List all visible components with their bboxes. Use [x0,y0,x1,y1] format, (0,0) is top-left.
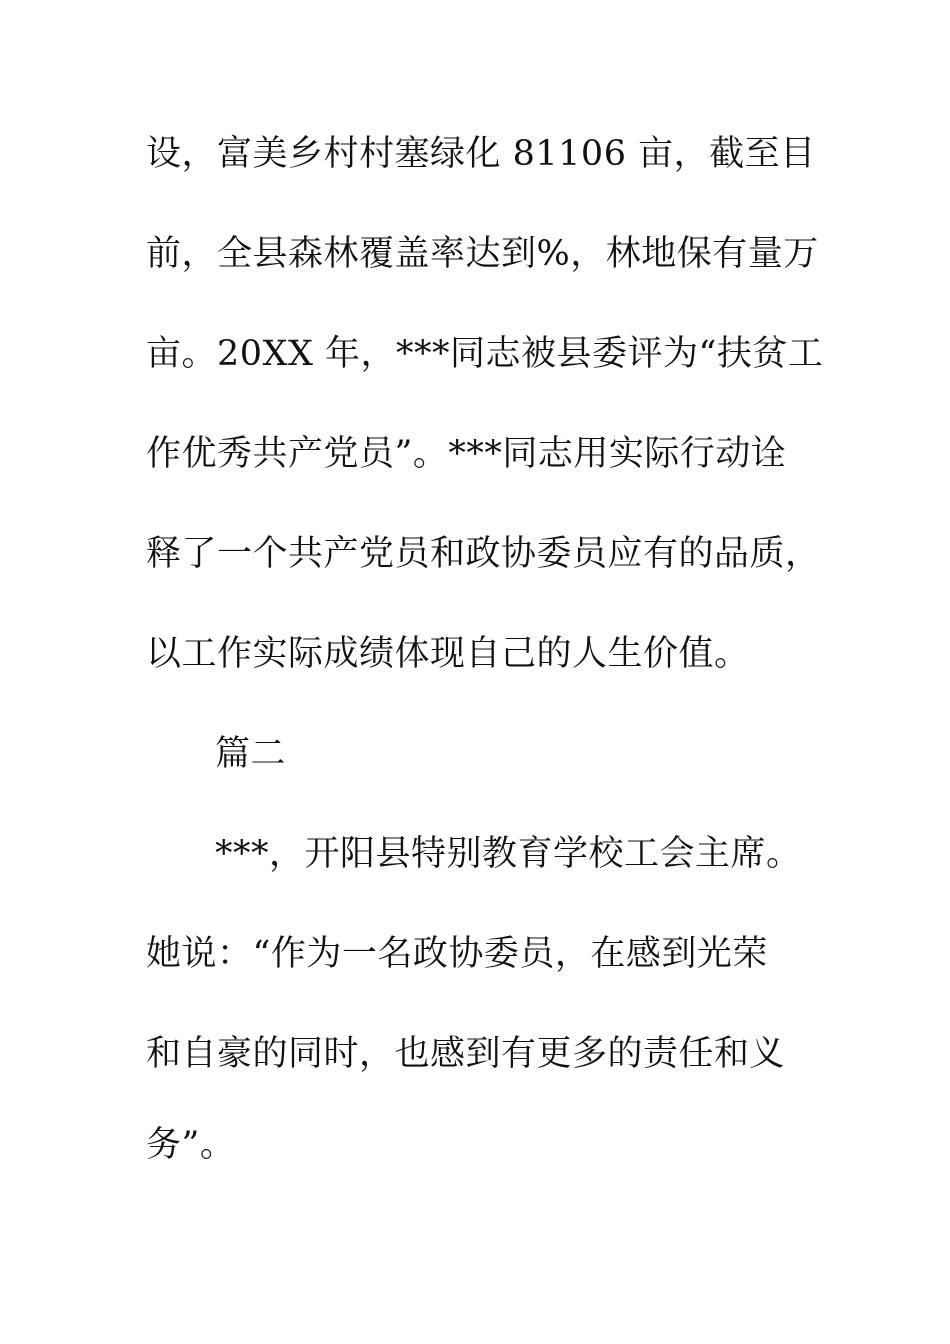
paragraph-line: 作优秀共产党员”。***同志用实际行动诠 [146,434,787,474]
paragraph-line: ***，开阳县特别教育学校工会主席。 [215,834,802,874]
paragraph-line: 设，富美乡村村塞绿化 81106 亩，截至目 [146,134,816,174]
section-heading: 篇二 [215,734,287,774]
paragraph-line: 以工作实际成绩体现自己的人生价值。 [146,634,750,674]
paragraph-line: 和自豪的同时，也感到有更多的责任和义 [146,1034,786,1074]
paragraph-line: 务”。 [146,1125,236,1165]
paragraph-line: 释了一个共产党员和政协委员应有的品质， [146,534,821,574]
paragraph-line: 她说：“作为一名政协委员，在感到光荣 [146,934,768,974]
paragraph-line: 前，全县森林覆盖率达到%，林地保有量万 [146,234,819,274]
paragraph-line: 亩。20XX 年，***同志被县委评为“扶贫工 [146,334,824,374]
